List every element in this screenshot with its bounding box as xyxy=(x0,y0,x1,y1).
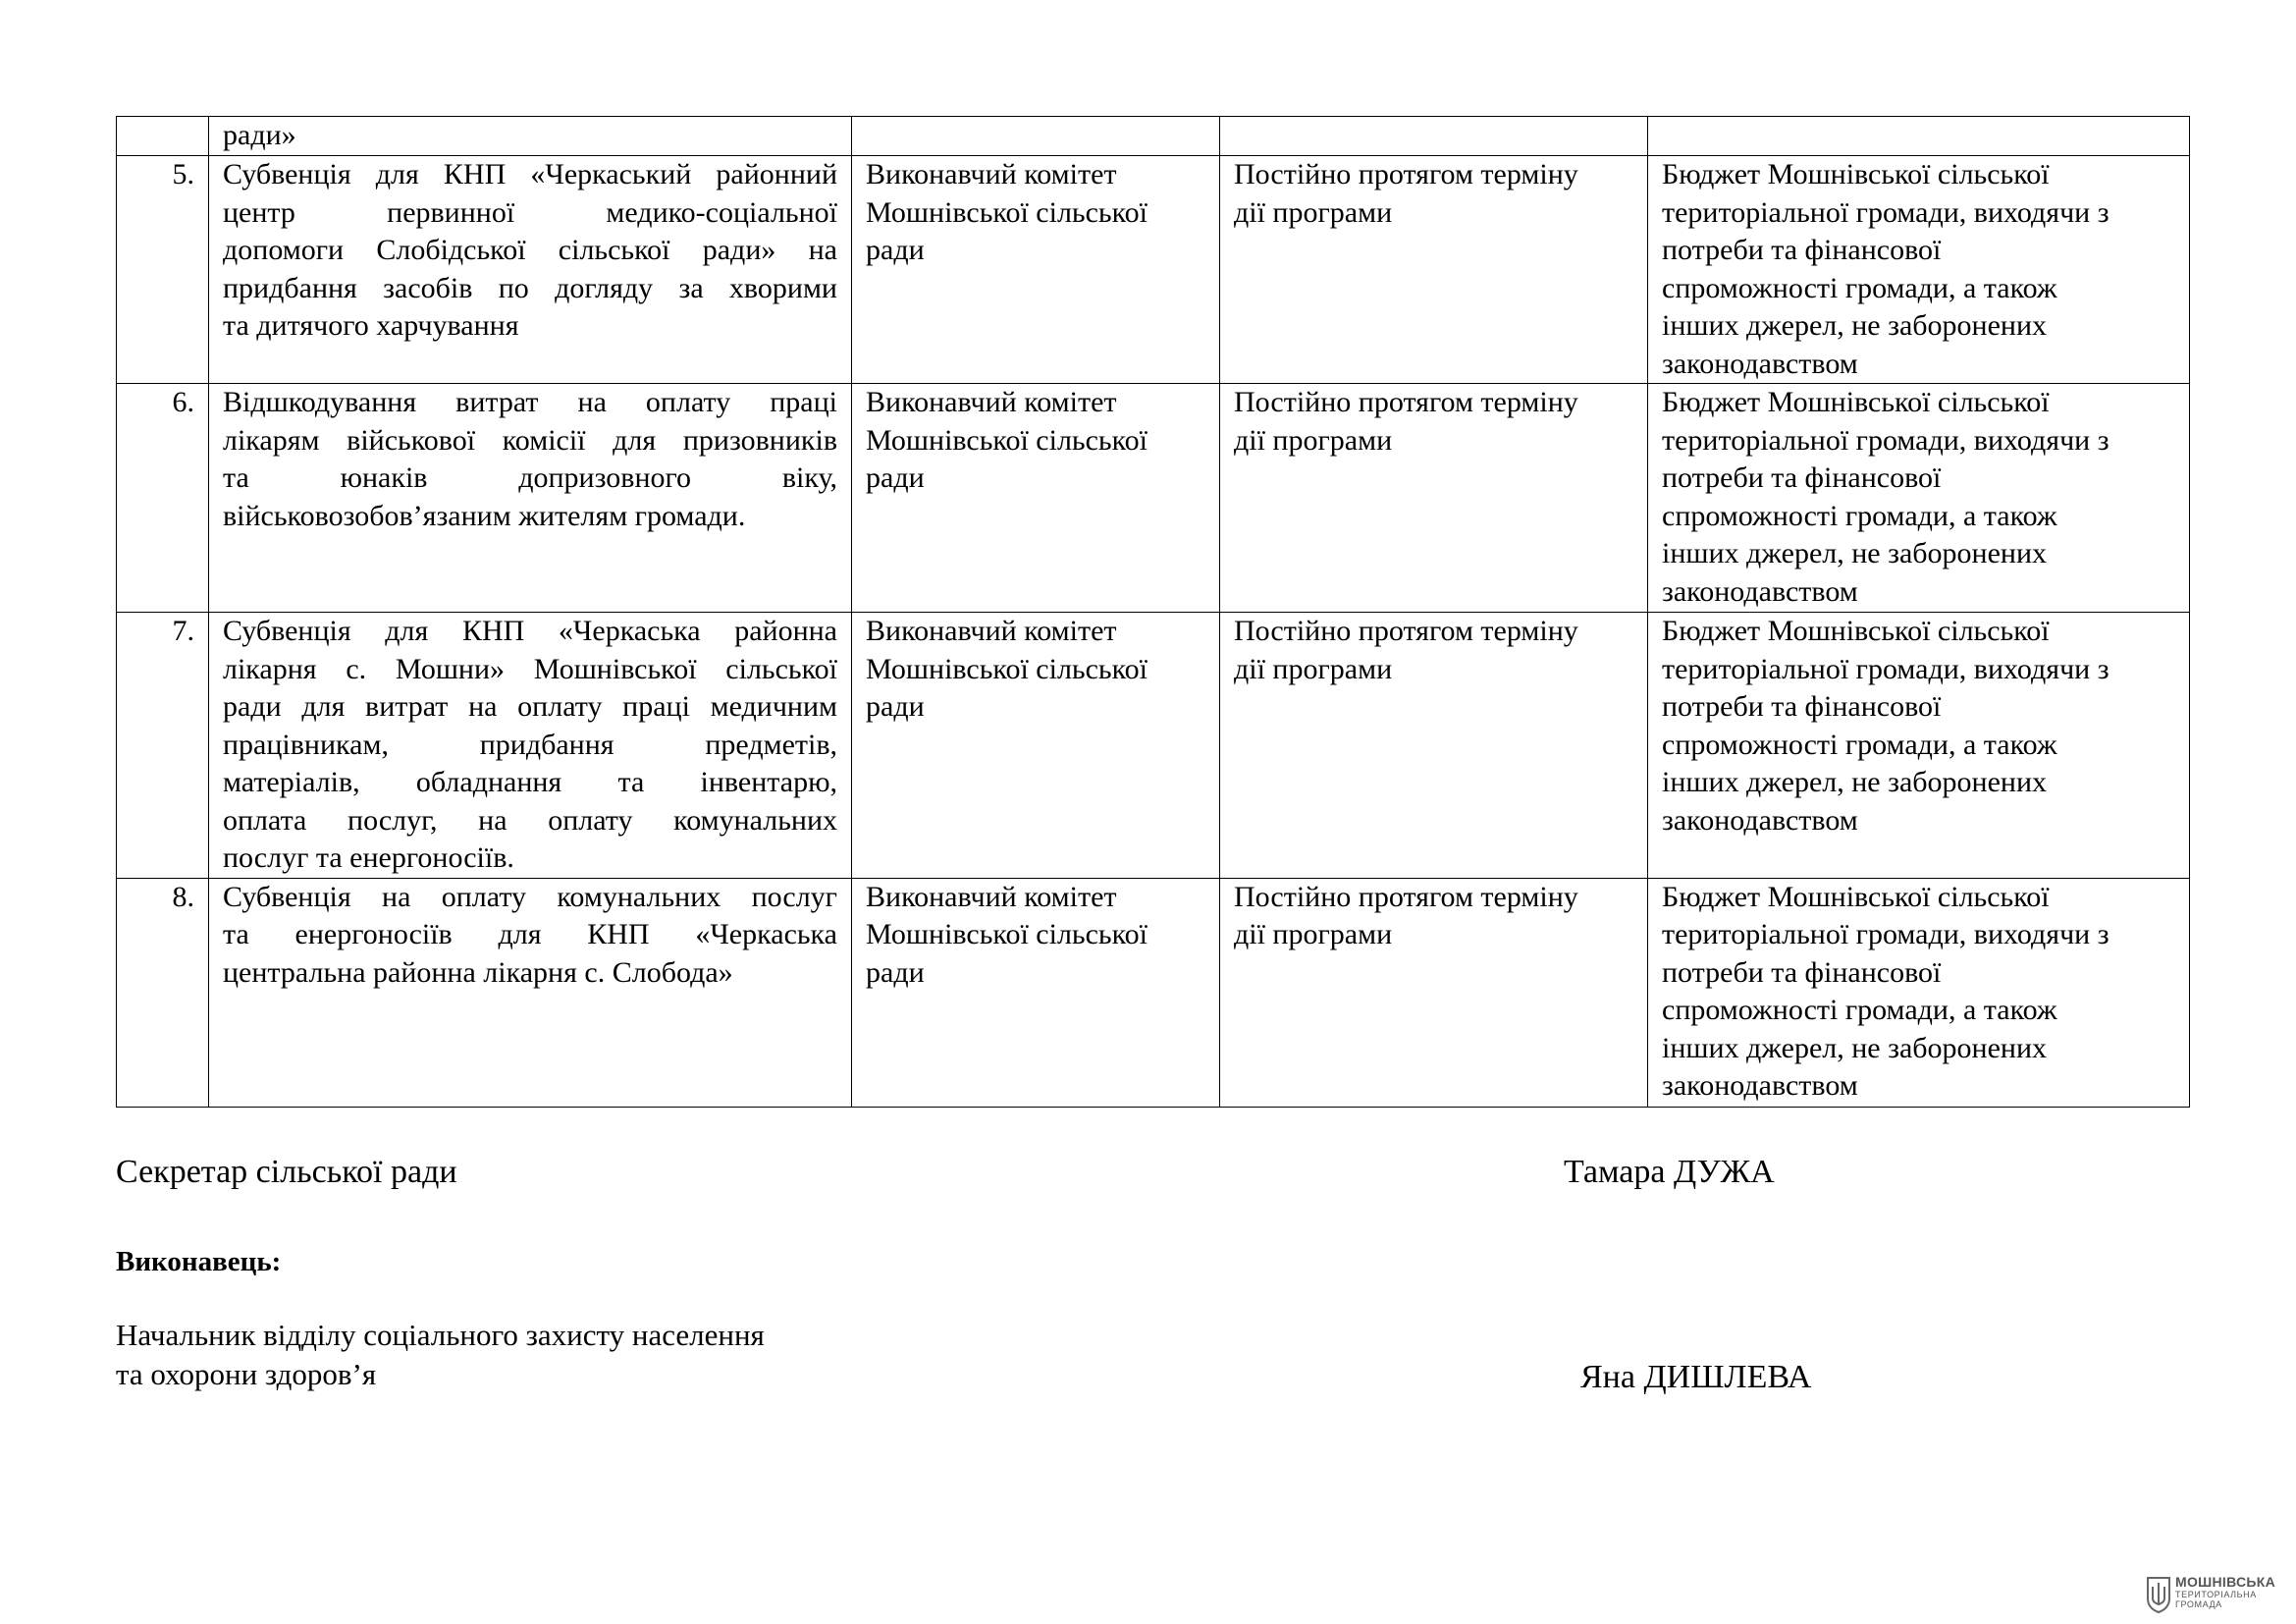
source-line: законодавством xyxy=(1662,1069,1858,1102)
source-line: потреби та фінансової xyxy=(1662,461,1942,494)
executor-cell xyxy=(852,384,1220,613)
measure-line: ради для витрат на оплату праці медичним xyxy=(223,690,837,723)
secretary-name: Тамара ДУЖА xyxy=(1564,1154,1775,1190)
row-number-cell: 8. xyxy=(117,878,209,1107)
table-body xyxy=(117,117,2190,1108)
source-line: спроможності громади, а також xyxy=(1662,728,2057,761)
term-cell xyxy=(1220,613,1648,879)
table-row xyxy=(117,878,2190,1107)
source-cell xyxy=(1648,384,2190,613)
source-cell xyxy=(1648,878,2190,1107)
term-line: Постійно протягом терміну xyxy=(1234,880,1578,913)
term-cell xyxy=(1220,878,1648,1107)
row-number-cell xyxy=(117,117,209,156)
executor-line: Виконавчий комітет xyxy=(866,880,1117,913)
measure-line: лікарям військової комісії для призовників xyxy=(223,423,837,457)
measure-line: військовозобов’язаним жителям громади. xyxy=(223,499,746,532)
source-line: потреби та фінансової xyxy=(1662,690,1942,723)
logo-line3: ГРОМАДА xyxy=(2175,1599,2222,1609)
term-line: Постійно протягом терміну xyxy=(1234,158,1578,190)
source-cell xyxy=(1648,613,2190,879)
source-line: територіальної громади, виходячи з xyxy=(1662,423,2109,457)
executor-title-line2: та охорони здоров’я xyxy=(116,1357,377,1391)
measure-line: та юнаків допризовного віку, xyxy=(223,461,837,494)
source-line: інших джерел, не заборонених xyxy=(1662,766,2048,798)
term-cell xyxy=(1220,117,1648,156)
source-line: Бюджет Мошнівської сільської xyxy=(1662,615,2050,647)
term-line: Постійно протягом терміну xyxy=(1234,615,1578,647)
executor-cell xyxy=(852,156,1220,384)
executor-line: Виконавчий комітет xyxy=(866,386,1117,418)
executor-title xyxy=(116,1316,765,1394)
source-line: спроможності громади, а також xyxy=(1662,271,2057,304)
community-logo xyxy=(2146,1575,2283,1614)
source-line: територіальної громади, виходячи з xyxy=(1662,652,2109,685)
executor-line: ради xyxy=(866,690,925,723)
row-number-cell: 7. xyxy=(117,613,209,879)
term-line: дії програми xyxy=(1234,423,1393,457)
source-line: спроможності громади, а також xyxy=(1662,499,2057,532)
term-line: дії програми xyxy=(1234,918,1393,950)
source-line: Бюджет Мошнівської сільської xyxy=(1662,158,2050,190)
table-row xyxy=(117,613,2190,879)
measure-line: допомоги Слобідської сільської ради» на xyxy=(223,234,837,266)
measure-line: Субвенція на оплату комунальних послуг xyxy=(223,880,837,913)
source-line: Бюджет Мошнівської сільської xyxy=(1662,880,2050,913)
source-line: Бюджет Мошнівської сільської xyxy=(1662,386,2050,418)
row-number-cell: 6. xyxy=(117,384,209,613)
executor-line: ради xyxy=(866,461,925,494)
measure-line: лікарня с. Мошни» Мошнівської сільської xyxy=(223,652,837,685)
source-line: інших джерел, не заборонених xyxy=(1662,1031,2048,1064)
logo-line2: ТЕРИТОРІАЛЬНА xyxy=(2175,1590,2257,1599)
term-cell xyxy=(1220,156,1648,384)
table-row-continuation xyxy=(117,117,2190,156)
measure-cell xyxy=(209,117,852,156)
executor-line: Виконавчий комітет xyxy=(866,158,1117,190)
source-line: територіальної громади, виходячи з xyxy=(1662,918,2109,950)
term-cell xyxy=(1220,384,1648,613)
source-line: законодавством xyxy=(1662,347,1858,380)
measure-cell xyxy=(209,384,852,613)
source-line: територіальної громади, виходячи з xyxy=(1662,195,2109,229)
measure-line: послуг та енергоносіїв. xyxy=(223,841,514,874)
executor-cell xyxy=(852,878,1220,1107)
source-cell xyxy=(1648,156,2190,384)
executor-title-line1: Начальник відділу соціального захисту населення xyxy=(116,1318,765,1352)
logo-text xyxy=(2175,1575,2275,1609)
executor-line: Виконавчий комітет xyxy=(866,615,1117,647)
source-line: законодавством xyxy=(1662,574,1858,608)
measure-line: та дитячого харчування xyxy=(223,309,519,342)
logo-line1: МОШНІВСЬКА xyxy=(2175,1574,2276,1590)
measure-line: Відшкодування витрат на оплату праці xyxy=(223,386,837,418)
measure-line: оплата послуг, на оплату комунальних xyxy=(223,803,837,837)
program-measures-table xyxy=(116,116,2190,1108)
term-line: Постійно протягом терміну xyxy=(1234,386,1578,418)
term-line: дії програми xyxy=(1234,652,1393,685)
source-line: законодавством xyxy=(1662,803,1858,837)
source-line: спроможності громади, а також xyxy=(1662,994,2057,1026)
executor-cell xyxy=(852,117,1220,156)
term-line: дії програми xyxy=(1234,195,1393,229)
row-number-cell: 5. xyxy=(117,156,209,384)
source-line: потреби та фінансової xyxy=(1662,955,1942,989)
measure-line: ради» xyxy=(223,119,296,151)
trident-crest-icon xyxy=(2146,1575,2171,1614)
executor-line: ради xyxy=(866,234,925,266)
executor-name: Яна ДИШЛЕВА xyxy=(1580,1359,1812,1395)
table-row xyxy=(117,384,2190,613)
measure-line: та енергоносіїв для КНП «Черкаська xyxy=(223,918,837,950)
measure-line: центральна районна лікарня с. Слобода» xyxy=(223,955,733,989)
measure-line: центр первинної медико-соціальної xyxy=(223,195,837,229)
measure-line: придбання засобів по догляду за хворими xyxy=(223,271,837,304)
table-row xyxy=(117,156,2190,384)
measure-line: матеріалів, обладнання та інвентарю, xyxy=(223,766,837,798)
executor-heading: Виконавець: xyxy=(116,1246,282,1277)
measure-line: Субвенція для КНП «Черкаська районна xyxy=(223,615,837,647)
executor-line: ради xyxy=(866,955,925,989)
executor-line: Мошнівської сільської xyxy=(866,652,1148,685)
measure-cell xyxy=(209,156,852,384)
measure-line: працівникам, придбання предметів, xyxy=(223,728,837,761)
measure-cell xyxy=(209,613,852,879)
source-cell xyxy=(1648,117,2190,156)
executor-line: Мошнівської сільської xyxy=(866,918,1148,950)
measure-cell xyxy=(209,878,852,1107)
secretary-title: Секретар сільської ради xyxy=(116,1154,457,1190)
executor-line: Мошнівської сільської xyxy=(866,423,1148,457)
measure-line: Субвенція для КНП «Черкаський районний xyxy=(223,158,837,190)
source-line: інших джерел, не заборонених xyxy=(1662,309,2048,342)
source-line: потреби та фінансової xyxy=(1662,234,1942,266)
source-line: інших джерел, не заборонених xyxy=(1662,537,2048,569)
executor-line: Мошнівської сільської xyxy=(866,195,1148,229)
executor-cell xyxy=(852,613,1220,879)
